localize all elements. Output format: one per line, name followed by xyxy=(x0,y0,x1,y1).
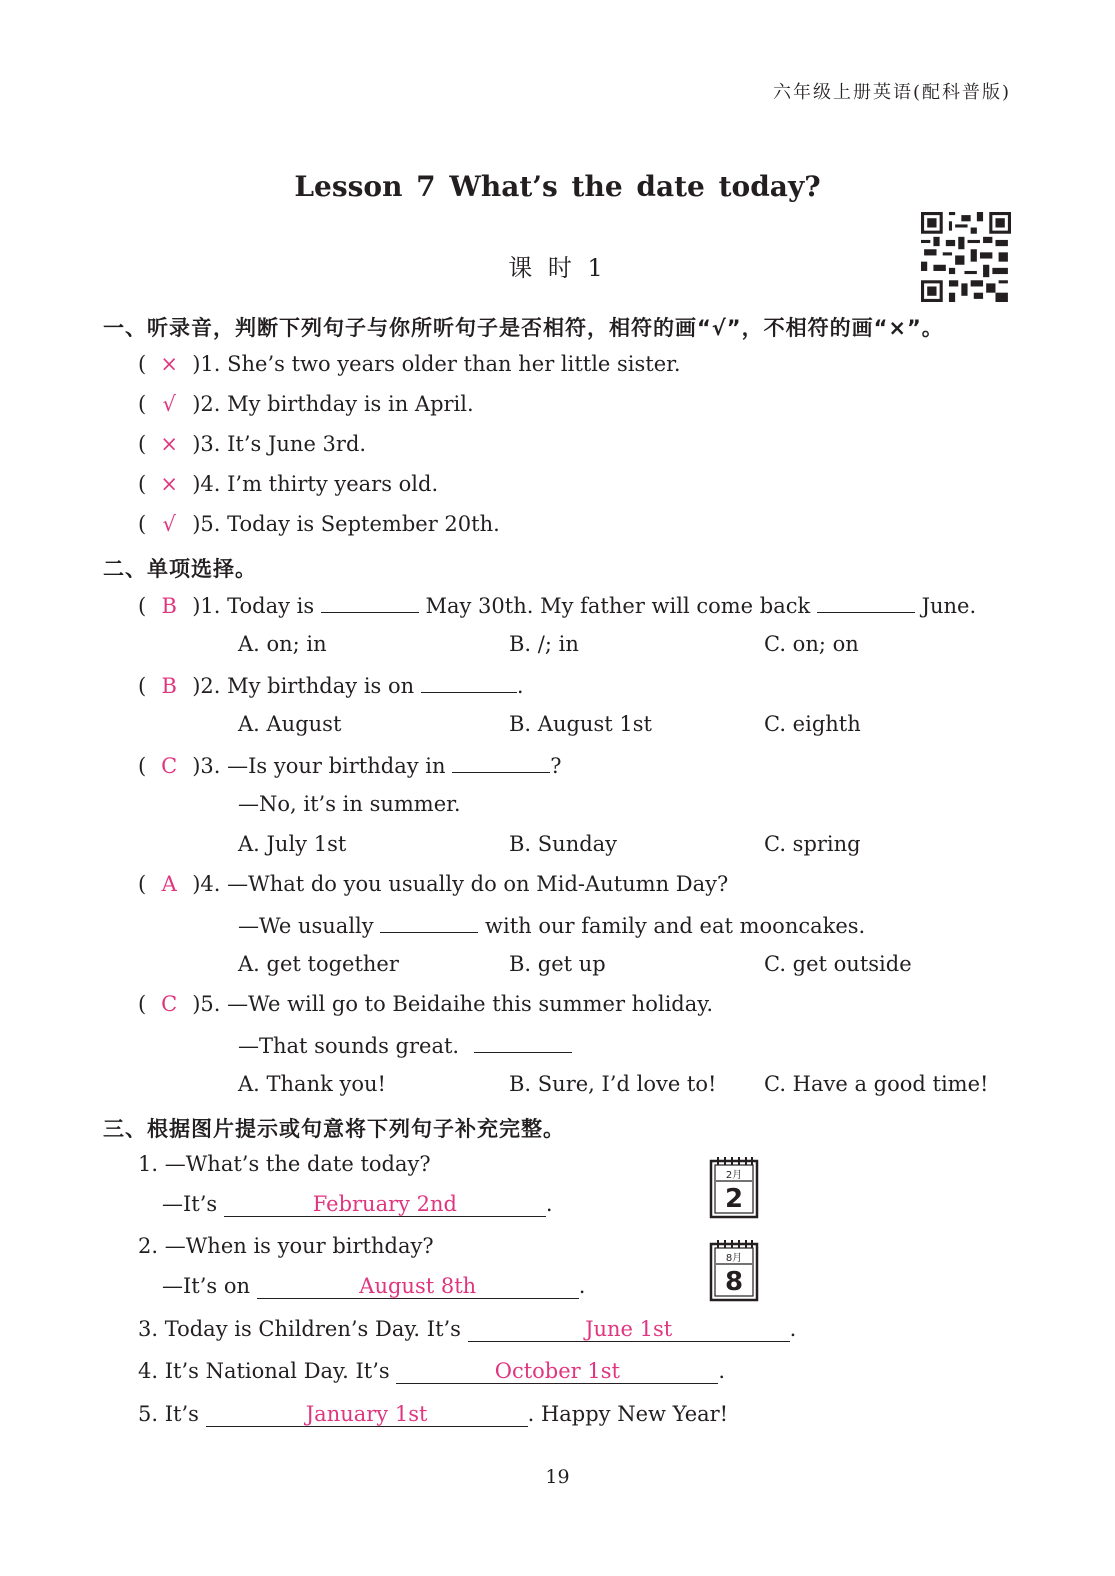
answer-blank xyxy=(452,752,550,773)
fill-question-1: 1. —What’s the date today? xyxy=(138,1152,431,1176)
section2-heading: 二、单项选择。 xyxy=(103,557,257,581)
calendar-month: 8月 xyxy=(725,1253,743,1264)
option-b: B. Sunday xyxy=(509,832,618,856)
lesson-title: Lesson 7 What’s the date today? xyxy=(294,170,821,203)
question-4: ( A )4. —What do you usually do on Mid-Autumn Day? xyxy=(138,872,729,896)
list-item: ( × )1. She’s two years older than her little sister. xyxy=(138,352,681,376)
option-a: A. July 1st xyxy=(238,832,347,856)
question-4-reply: —We usually with our family and eat mooncakes. xyxy=(238,914,866,938)
answer-letter: B xyxy=(161,594,177,618)
question-5: ( C )5. —We will go to Beidaihe this summer holiday. xyxy=(138,992,713,1016)
list-item: ( × )3. It’s June 3rd. xyxy=(138,432,367,456)
lesson-subtitle: 课 时 1 xyxy=(508,254,607,282)
question-3-reply: —No, it’s in summer. xyxy=(238,792,461,816)
book-header: 六年级上册英语(配科普版) xyxy=(772,82,1011,103)
answer-mark: × xyxy=(160,432,178,456)
qr-code-icon[interactable] xyxy=(921,212,1011,302)
fill-question-3: 3. Today is Children’s Day. It’s June 1st . xyxy=(138,1317,797,1341)
answer-mark: √ xyxy=(162,392,176,416)
answer-blank: February 2nd xyxy=(224,1192,546,1217)
option-c: C. on; on xyxy=(764,632,859,656)
answer-letter: A xyxy=(161,872,177,896)
option-c: C. Have a good time! xyxy=(764,1072,989,1096)
answer-blank xyxy=(421,672,517,693)
answer-blank: June 1st xyxy=(468,1317,790,1342)
option-c: C. spring xyxy=(764,832,861,856)
question-2: ( B )2. My birthday is on . xyxy=(138,674,524,698)
answer-mark: √ xyxy=(162,512,176,536)
question-3: ( C )3. —Is your birthday in ? xyxy=(138,754,562,778)
option-a: A. get together xyxy=(238,952,399,976)
question-1: ( B )1. Today is May 30th. My father will come back June. xyxy=(138,594,977,618)
list-item: ( √ )2. My birthday is in April. xyxy=(138,392,474,416)
answer-blank: January 1st xyxy=(206,1402,528,1427)
answer-letter: B xyxy=(161,674,177,698)
answer-blank xyxy=(474,1032,572,1053)
answer-blank xyxy=(817,592,915,613)
list-item: ( × )4. I’m thirty years old. xyxy=(138,472,439,496)
option-c: C. eighth xyxy=(764,712,861,736)
calendar-day: 8 xyxy=(724,1267,744,1297)
calendar-icon xyxy=(709,1153,759,1219)
calendar-day: 2 xyxy=(724,1184,744,1214)
question-5-reply: —That sounds great. xyxy=(238,1032,572,1058)
section1-heading: 一、听录音，判断下列句子与你所听句子是否相符，相符的画“√”，不相符的画“×”。 xyxy=(103,316,944,340)
option-a: A. August xyxy=(238,712,342,736)
answer-letter: C xyxy=(161,754,178,778)
calendar-icon xyxy=(709,1236,759,1302)
page-number: 19 xyxy=(545,1466,570,1488)
answer-mark: × xyxy=(160,352,178,376)
option-a: A. Thank you! xyxy=(238,1072,386,1096)
calendar-month: 2月 xyxy=(725,1170,743,1181)
section3-heading: 三、根据图片提示或句意将下列句子补充完整。 xyxy=(103,1117,565,1141)
option-b: B. Sure, I’d love to! xyxy=(509,1072,717,1096)
fill-question-4: 4. It’s National Day. It’s October 1st . xyxy=(138,1359,726,1383)
fill-question-5: 5. It’s January 1st . Happy New Year! xyxy=(138,1402,729,1426)
answer-blank: August 8th xyxy=(257,1274,579,1299)
option-b: B. /; in xyxy=(509,632,579,656)
fill-answer-2: —It’s on August 8th . xyxy=(162,1274,586,1298)
fill-answer-1: —It’s February 2nd . xyxy=(162,1192,553,1216)
option-b: B. August 1st xyxy=(509,712,652,736)
answer-blank xyxy=(380,912,478,933)
option-b: B. get up xyxy=(509,952,606,976)
answer-letter: C xyxy=(161,992,178,1016)
answer-blank: October 1st xyxy=(396,1359,718,1384)
option-a: A. on; in xyxy=(238,632,327,656)
option-c: C. get outside xyxy=(764,952,912,976)
answer-blank xyxy=(321,592,419,613)
fill-question-2: 2. —When is your birthday? xyxy=(138,1234,434,1258)
answer-mark: × xyxy=(160,472,178,496)
list-item: ( √ )5. Today is September 20th. xyxy=(138,512,500,536)
